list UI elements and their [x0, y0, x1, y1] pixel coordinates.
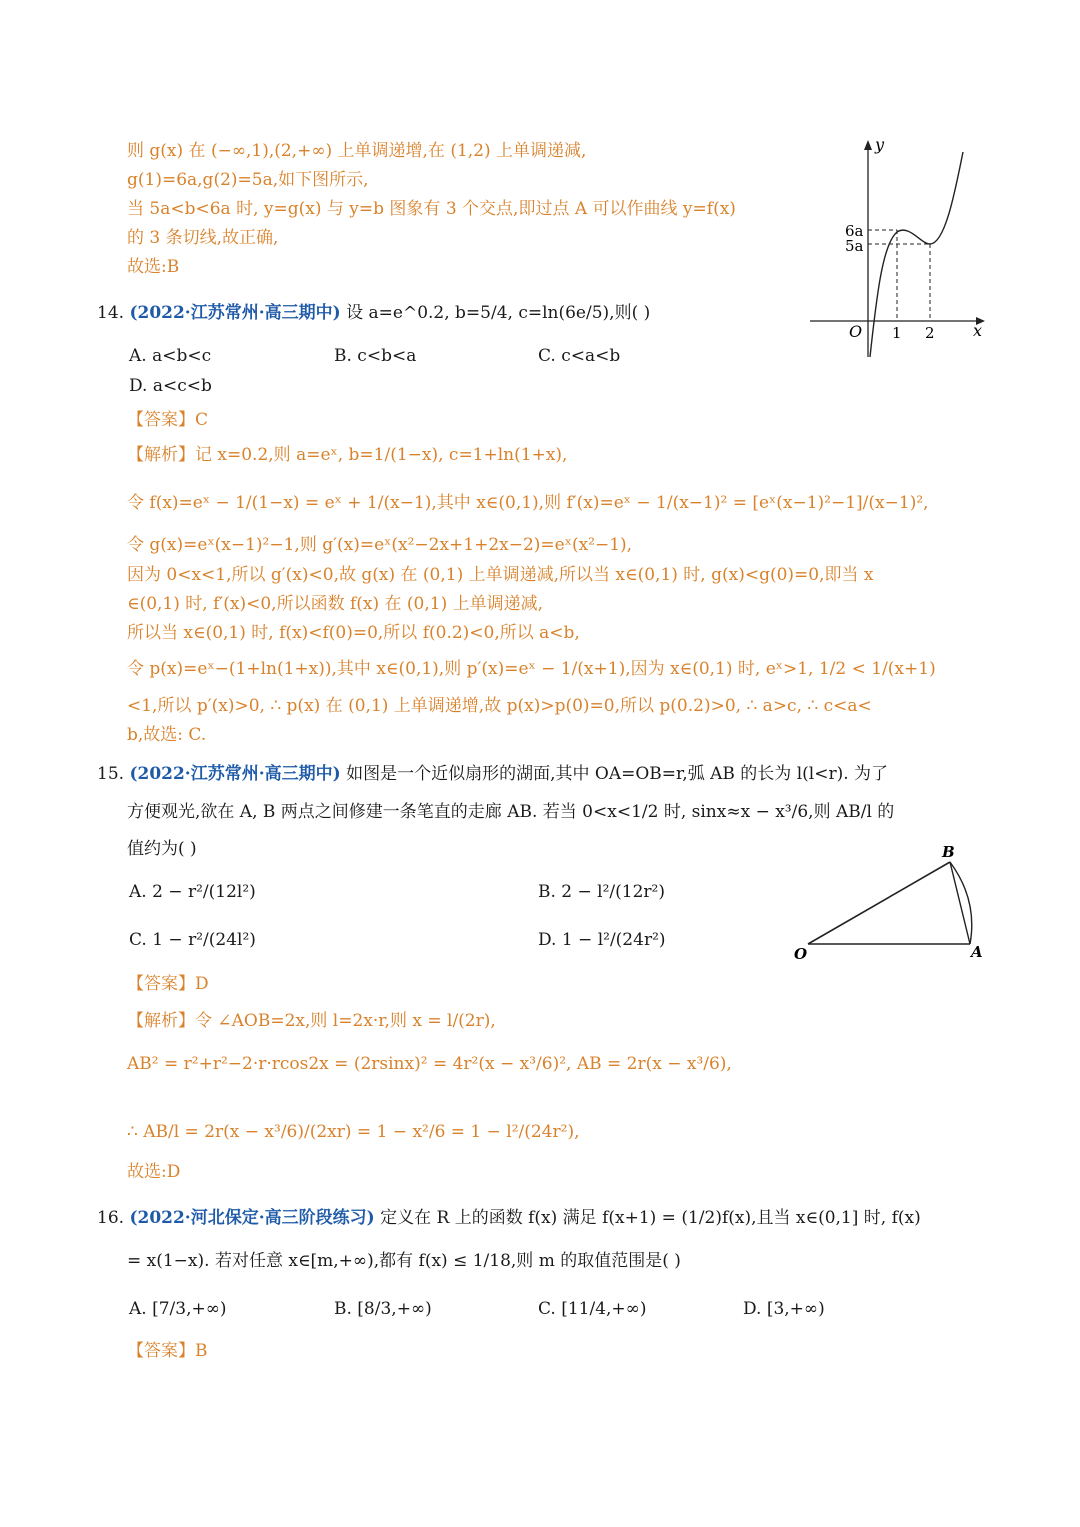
q15-option-b: B. 2 − l²/(12r²)	[538, 882, 665, 902]
q15-answer: 【答案】D	[127, 974, 209, 994]
q14-solution-4: 因为 0<x<1,所以 g′(x)<0,故 g(x) 在 (0,1) 上单调递减,所以当 x∈(0,1) 时, g(x)<g(0)=0,即当 x	[127, 565, 874, 585]
q15-solution-4: 故选:D	[127, 1162, 181, 1182]
q14-source: (2022·江苏常州·高三期中)	[129, 303, 341, 323]
q14-solution-1: 【解析】记 x=0.2,则 a=eˣ, b=1/(1−x), c=1+ln(1+x),	[127, 445, 568, 465]
q14-solution-8: <1,所以 p′(x)>0, ∴ p(x) 在 (0,1) 上单调递增,故 p(x)>p(0)=0,所以 p(0.2)>0, ∴ a>c, ∴ c<a<	[127, 696, 872, 716]
graph-x-label: x	[973, 321, 983, 340]
graph-y-label: y	[875, 135, 885, 154]
q14-header	[97, 301, 650, 325]
q14-answer: 【答案】C	[127, 410, 209, 430]
q15-option-a: A. 2 − r²/(12l²)	[129, 882, 256, 902]
q14-solution-7: 令 p(x)=eˣ−(1+ln(1+x)),其中 x∈(0,1),则 p′(x)=eˣ − 1/(x+1),因为 x∈(0,1) 时, eˣ>1, 1/2 < 1/(x+1)	[127, 659, 936, 679]
q13-line-4: 的 3 条切线,故正确,	[127, 228, 279, 248]
graph-label-5a: 5a	[845, 237, 864, 255]
q16-option-c: C. [11/4,+∞)	[538, 1299, 647, 1319]
q13-line-1: 则 g(x) 在 (−∞,1),(2,+∞) 上单调递增,在 (1,2) 上单调递减,	[127, 141, 587, 161]
segment-ob	[808, 862, 950, 944]
q16-option-a: A. [7/3,+∞)	[129, 1299, 227, 1319]
q15-solution-2: AB² = r²+r²−2·r·rcos2x = (2rsinx)² = 4r²(x − x³/6)², AB = 2r(x − x³/6),	[127, 1054, 732, 1074]
q15-stem-1: 如图是一个近似扇形的湖面,其中 OA=OB=r,弧 AB 的长为 l(l<r). 为了	[346, 764, 889, 784]
sector-lake-figure	[790, 840, 990, 970]
q14-solution-2: 令 f(x)=eˣ − 1/(1−x) = eˣ + 1/(x−1),其中 x∈(0,1),则 f′(x)=eˣ − 1/(x−1)² = [eˣ(x−1)²−1]/(x−1)²,	[127, 493, 929, 513]
graph-label-6a: 6a	[845, 222, 864, 240]
q15-source: (2022·江苏常州·高三期中)	[129, 764, 341, 784]
q16-stem-2: = x(1−x). 若对任意 x∈[m,+∞),都有 f(x) ≤ 1/18,则 m 的取值范围是( )	[127, 1251, 681, 1271]
chord-ab	[950, 862, 970, 944]
q15-number: 15.	[97, 764, 125, 784]
cubic-function-graph	[805, 132, 990, 362]
q13-line-5: 故选:B	[127, 257, 180, 277]
q14-option-a: A. a<b<c	[129, 346, 212, 366]
q15-stem-2: 方便观光,欲在 A, B 两点之间修建一条笔直的走廊 AB. 若当 0<x<1/2 时, sinx≈x − x³/6,则 AB/l 的	[127, 802, 895, 822]
graph-tick-2: 2	[925, 324, 935, 342]
q14-option-b: B. c<b<a	[334, 346, 417, 366]
graph-origin-label: O	[849, 322, 863, 341]
q14-solution-6: 所以当 x∈(0,1) 时, f(x)<f(0)=0,所以 f(0.2)<0,所以 a<b,	[127, 623, 580, 643]
q14-solution-3: 令 g(x)=eˣ(x−1)²−1,则 g′(x)=eˣ(x²−2x+1+2x−2)=eˣ(x²−1),	[127, 535, 633, 555]
q14-option-c: C. c<a<b	[538, 346, 621, 366]
q14-stem: 设 a=e^0.2, b=5/4, c=ln(6e/5),则( )	[346, 303, 651, 323]
q14-solution-9: b,故选: C.	[127, 725, 207, 745]
graph-tick-1: 1	[892, 324, 902, 342]
q14-option-d: D. a<c<b	[129, 376, 212, 396]
figure-label-o: O	[794, 945, 808, 963]
figure-label-b: B	[942, 843, 955, 861]
q16-header	[97, 1206, 921, 1230]
q15-option-c: C. 1 − r²/(24l²)	[129, 930, 256, 950]
q16-option-b: B. [8/3,+∞)	[334, 1299, 432, 1319]
graph-y-arrow	[864, 140, 872, 150]
q13-line-3: 当 5a<b<6a 时, y=g(x) 与 y=b 图象有 3 个交点,即过点 A 可以作曲线 y=f(x)	[127, 199, 736, 219]
q15-solution-3: ∴ AB/l = 2r(x − x³/6)/(2xr) = 1 − x²/6 = 1 − l²/(24r²),	[127, 1122, 580, 1142]
q15-solution-1: 【解析】令 ∠AOB=2x,则 l=2x·r,则 x = l/(2r),	[127, 1011, 496, 1031]
q16-answer: 【答案】B	[127, 1341, 208, 1361]
q16-stem-1: 定义在 R 上的函数 f(x) 满足 f(x+1) = (1/2)f(x),且当 x∈(0,1] 时, f(x)	[380, 1208, 921, 1228]
figure-label-a: A	[971, 943, 983, 961]
q16-option-d: D. [3,+∞)	[743, 1299, 825, 1319]
q16-source: (2022·河北保定·高三阶段练习)	[129, 1208, 375, 1228]
q13-line-2: g(1)=6a,g(2)=5a,如下图所示,	[127, 170, 369, 190]
q14-number: 14.	[97, 303, 125, 323]
q15-stem-3: 值约为( )	[127, 839, 197, 859]
graph-curve	[870, 152, 963, 357]
q15-header	[97, 762, 888, 786]
q15-option-d: D. 1 − l²/(24r²)	[538, 930, 666, 950]
q16-number: 16.	[97, 1208, 125, 1228]
q14-solution-5: ∈(0,1) 时, f′(x)<0,所以函数 f(x) 在 (0,1) 上单调递减,	[127, 594, 544, 614]
